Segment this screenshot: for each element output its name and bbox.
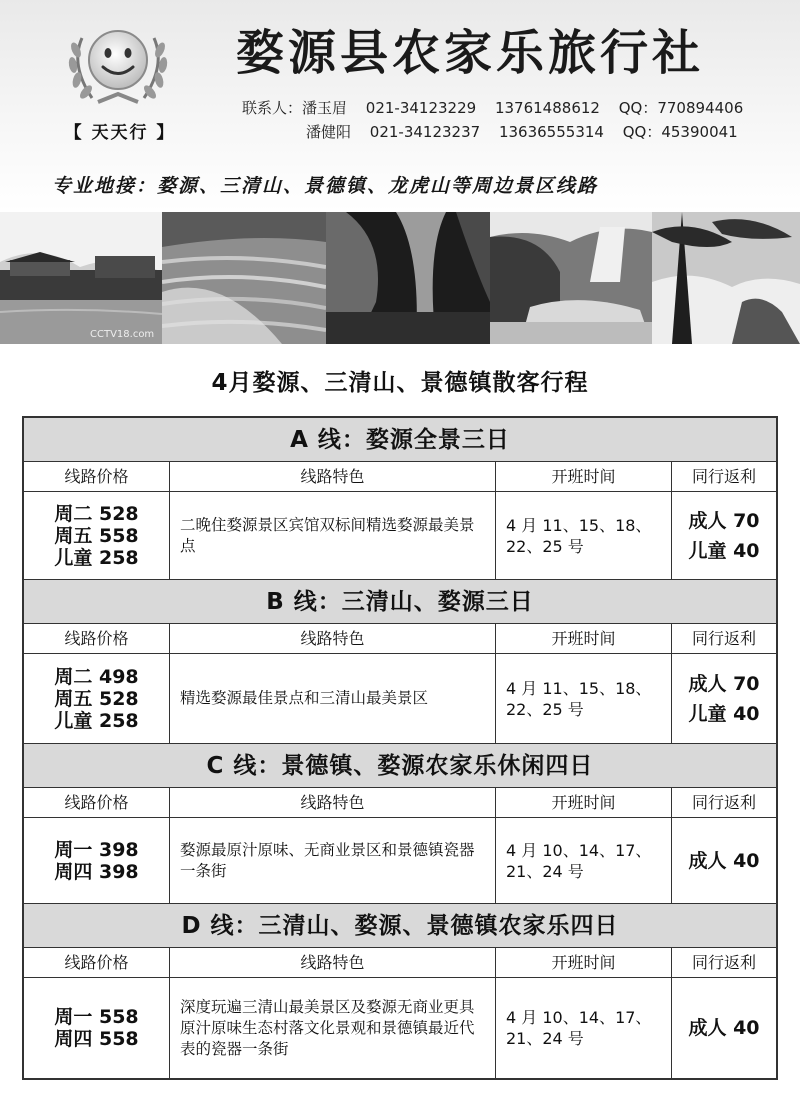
terraced-fields-photo — [162, 212, 326, 344]
feature-cell: 精选婺源最佳景点和三清山最美景区 — [170, 654, 496, 743]
route-b-row — [24, 654, 776, 744]
contact-name: 联系人：潘玉眉 — [242, 99, 348, 117]
route-a-title: A 线：婺源全景三日 — [24, 418, 776, 462]
waterfall-photo — [490, 212, 652, 344]
price-line: 周一 558 — [54, 1006, 139, 1028]
price-line: 周四 398 — [54, 860, 139, 883]
column-headers — [24, 948, 776, 978]
canyon-photo — [326, 212, 490, 344]
rebate-line: 儿童 40 — [688, 539, 760, 562]
col-schedule: 开班时间 — [496, 948, 672, 978]
route-c-title: C 线：景德镇、婺源农家乐休闲四日 — [24, 744, 776, 788]
schedule-cell: 4 月 11、15、18、22、25 号 — [496, 654, 672, 743]
schedule-cell: 4 月 10、14、17、21、24 号 — [496, 818, 672, 903]
price-line: 周一 398 — [54, 838, 139, 861]
contact-qq: QQ：770894406 — [618, 99, 744, 117]
photo-watermark: CCTV18.com — [90, 329, 155, 340]
column-headers — [24, 788, 776, 818]
contact-phone: 021-34123237 — [369, 123, 481, 141]
col-rebate: 同行返利 — [691, 467, 756, 486]
rebate-cell — [672, 654, 776, 743]
col-schedule: 开班时间 — [496, 788, 672, 818]
route-c-row — [24, 818, 776, 904]
col-price: 线路价格 — [24, 948, 170, 978]
itinerary-table — [22, 416, 778, 1080]
contact-phone: 021-34123229 — [365, 99, 477, 117]
header — [0, 0, 800, 212]
price-line: 周二 498 — [54, 665, 139, 688]
contact-mobile: 13761488612 — [494, 99, 600, 117]
price-line: 儿童 258 — [54, 546, 139, 569]
col-feature: 线路特色 — [170, 948, 496, 978]
agency-title: 婺源县农家乐旅行社 — [236, 25, 705, 81]
rebate-cell — [672, 492, 776, 579]
contact-qq: QQ：45390041 — [622, 123, 738, 141]
contact-row-1 — [242, 97, 782, 119]
contact-mobile: 13636555314 — [498, 123, 604, 141]
feature-cell: 深度玩遍三清山最美景区及婺源无商业更具原汁原味生态村落文化景观和景德镇最近代表的瓷器一条街 — [170, 978, 496, 1078]
col-schedule: 开班时间 — [496, 462, 672, 492]
contact-name: 潘健阳 — [306, 123, 352, 141]
col-rebate: 同行返利 — [691, 953, 756, 972]
rebate-cell — [672, 818, 776, 903]
contact-row-2 — [306, 121, 786, 143]
schedule-cell: 4 月 10、14、17、21、24 号 — [496, 978, 672, 1078]
col-price: 线路价格 — [24, 788, 170, 818]
price-cell — [24, 492, 170, 579]
price-line: 儿童 258 — [54, 709, 139, 732]
rebate-line: 成人 40 — [688, 849, 760, 872]
rebate-line: 成人 40 — [688, 1017, 760, 1039]
col-schedule: 开班时间 — [496, 624, 672, 654]
feature-cell: 二晚住婺源景区宾馆双标间精选婺源最美景点 — [170, 492, 496, 579]
schedule-cell: 4 月 11、15、18、22、25 号 — [496, 492, 672, 579]
column-headers — [24, 462, 776, 492]
mountain-pine-photo — [652, 212, 800, 344]
price-line: 周五 528 — [54, 687, 139, 710]
price-cell — [24, 818, 170, 903]
col-price: 线路价格 — [24, 462, 170, 492]
col-rebate: 同行返利 — [691, 629, 756, 648]
route-b-title: B 线：三清山、婺源三日 — [24, 580, 776, 624]
price-cell — [24, 654, 170, 743]
smiley-logo-icon — [62, 20, 174, 110]
rebate-line: 成人 70 — [688, 672, 760, 695]
price-line: 周四 558 — [54, 1028, 139, 1050]
price-line: 周二 528 — [54, 502, 139, 525]
feature-cell: 婺源最原汁原味、无商业景区和景德镇瓷器一条街 — [170, 818, 496, 903]
route-d-row — [24, 978, 776, 1078]
price-cell — [24, 978, 170, 1078]
col-price: 线路价格 — [24, 624, 170, 654]
col-feature: 线路特色 — [170, 624, 496, 654]
rebate-cell — [672, 978, 776, 1078]
service-tagline: 专业地接：婺源、三清山、景德镇、龙虎山等周边景区线路 — [52, 175, 599, 197]
col-feature: 线路特色 — [170, 462, 496, 492]
route-d-title: D 线：三清山、婺源、景德镇农家乐四日 — [24, 904, 776, 948]
price-line: 周五 558 — [54, 524, 139, 547]
bridge-village-photo — [0, 212, 162, 344]
scenery-photo-strip — [0, 212, 800, 344]
col-feature: 线路特色 — [170, 788, 496, 818]
col-rebate: 同行返利 — [691, 793, 756, 812]
route-a-row — [24, 492, 776, 580]
column-headers — [24, 624, 776, 654]
rebate-line: 儿童 40 — [688, 702, 760, 725]
itinerary-title: 4月婺源、三清山、景德镇散客行程 — [211, 370, 589, 396]
brand-name: 【 天天行 】 — [64, 123, 176, 143]
rebate-line: 成人 70 — [688, 509, 760, 532]
